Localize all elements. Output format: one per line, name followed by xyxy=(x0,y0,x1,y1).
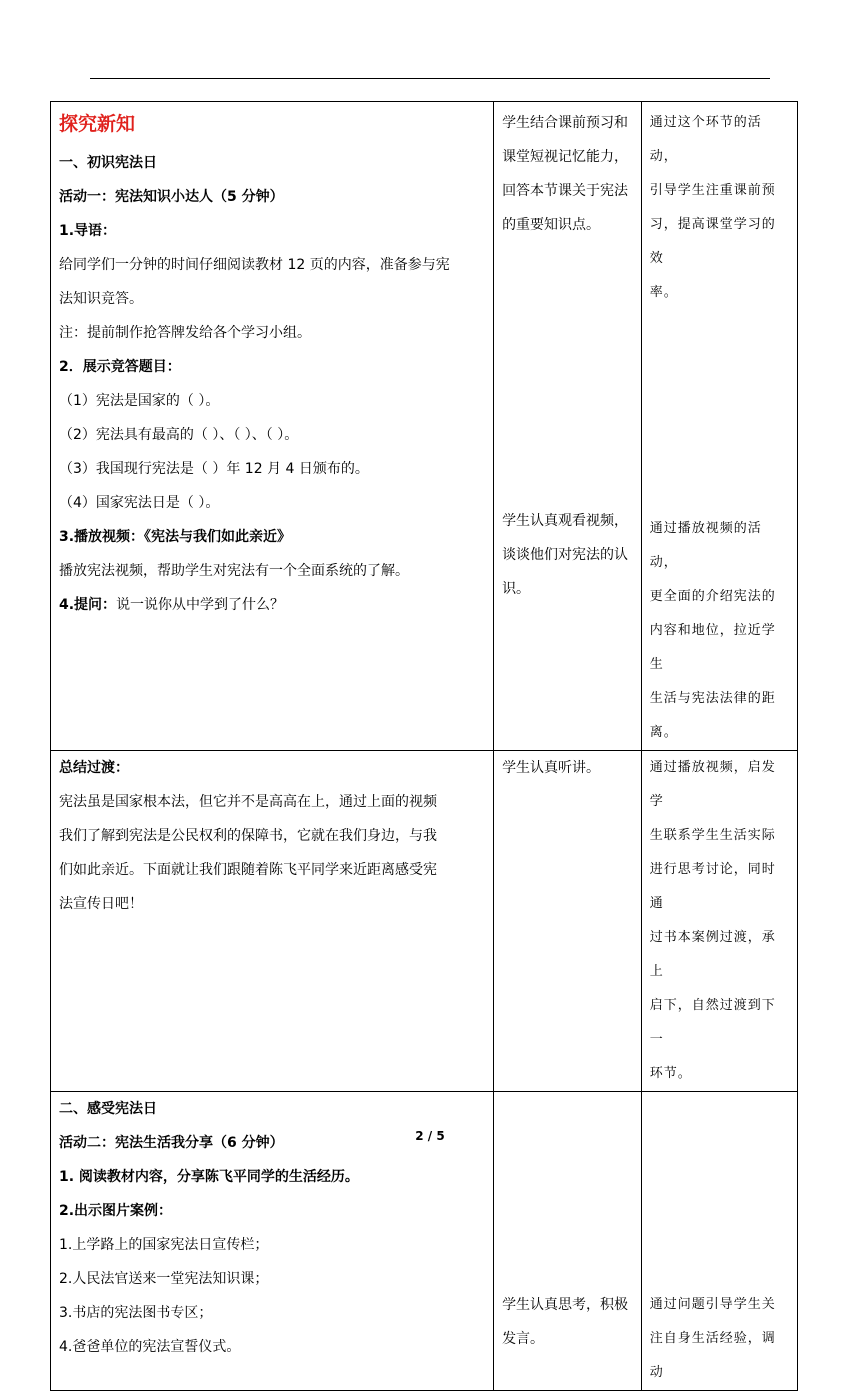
step-2-label: 2.出示图片案例： xyxy=(59,1203,173,1219)
student-text-line: 学生认真思考，积极 xyxy=(502,1297,629,1313)
student-text-line: 课堂短视记忆能力， xyxy=(502,149,629,165)
intent-text-line: 生活与宪法法律的距 xyxy=(649,691,776,706)
design-intent-cell xyxy=(641,751,797,1092)
step-3-label: 3.播放视频：《宪法与我们如此亲近》 xyxy=(59,529,292,545)
step-2-label: 2．展示竞答题目： xyxy=(59,359,181,375)
summary-line: 法宣传日吧！ xyxy=(59,896,143,912)
intent-text-line: 过书本案例过渡，承上 xyxy=(649,930,776,979)
intent-text-line: 习，提高课堂学习的效 xyxy=(649,217,776,266)
intent-text-line: 引导学生注重课前预 xyxy=(649,183,776,198)
step-1-label: 1.导语： xyxy=(59,223,117,239)
summary-line: 宪法虽是国家根本法，但它并不是高高在上，通过上面的视频 xyxy=(59,794,437,810)
table-row xyxy=(51,102,798,751)
section-title: 探究新知 xyxy=(59,113,136,135)
student-activity-cell xyxy=(494,751,642,1092)
case-item: 2.人民法官送来一堂宪法知识课； xyxy=(59,1271,269,1287)
heading-1: 一、初识宪法日 xyxy=(59,155,157,171)
intent-text-line: 注自身生活经验，调动 xyxy=(649,1331,776,1380)
teacher-activity-cell xyxy=(51,751,494,1092)
page-number: 2 / 5 xyxy=(415,1129,445,1143)
intent-text-line: 进行思考讨论，同时通 xyxy=(649,862,776,911)
student-activity-cell xyxy=(494,102,642,751)
question-4: （4）国家宪法日是（ ）。 xyxy=(59,495,220,511)
summary-line: 们如此亲近。下面就让我们跟随着陈飞平同学来近距离感受宪 xyxy=(59,862,437,878)
student-text-line: 识。 xyxy=(502,581,531,597)
intent-text-line: 通过问题引导学生关 xyxy=(649,1297,776,1312)
design-intent-cell xyxy=(641,102,797,751)
header-rule xyxy=(90,78,770,79)
intent-text-line: 率。 xyxy=(649,285,678,300)
intent-text-line: 离。 xyxy=(649,725,678,740)
student-text-line: 的重要知识点。 xyxy=(502,217,601,233)
step-1-label: 1. 阅读教材内容，分享陈飞平同学的生活经历。 xyxy=(59,1169,359,1185)
intent-text-line: 通过播放视频的活动， xyxy=(649,521,762,570)
step-4-line xyxy=(59,588,485,622)
intent-text-line: 环节。 xyxy=(649,1066,692,1081)
intro-line: 给同学们一分钟的时间仔细阅读教材 12 页的内容，准备参与宪 xyxy=(59,257,450,273)
intent-text-line: 启下，自然过渡到下一 xyxy=(649,998,776,1047)
heading-2: 二、感受宪法日 xyxy=(59,1101,157,1117)
intent-text-line: 更全面的介绍宪法的 xyxy=(649,589,776,604)
intent-text-line: 通过这个环节的活动， xyxy=(649,115,762,164)
activity-1-title: 活动一：宪法知识小达人（5 分钟） xyxy=(59,189,284,205)
question-1: （1）宪法是国家的（ ）。 xyxy=(59,393,220,409)
student-text-line: 发言。 xyxy=(502,1331,545,1347)
student-text-line: 学生认真听讲。 xyxy=(502,760,601,776)
intent-text-line: 通过播放视频，启发学 xyxy=(649,760,776,809)
student-text-line: 谈谈他们对宪法的认 xyxy=(502,547,629,563)
question-3: （3）我国现行宪法是（ ）年 12 月 4 日颁布的。 xyxy=(59,461,369,477)
step-4-text: 说一说你从中学到了什么？ xyxy=(116,597,285,613)
table-row xyxy=(51,751,798,1092)
case-item: 3.书店的宪法图书专区； xyxy=(59,1305,213,1321)
summary-heading: 总结过渡： xyxy=(59,760,129,776)
intent-text-line: 内容和地位，拉近学生 xyxy=(649,623,776,672)
intro-line: 法知识竞答。 xyxy=(59,291,143,307)
student-text-line: 学生认真观看视频， xyxy=(502,513,629,529)
note-line: 注：提前制作抢答牌发给各个学习小组。 xyxy=(59,325,311,341)
video-description: 播放宪法视频，帮助学生对宪法有一个全面系统的了解。 xyxy=(59,563,409,579)
student-text-line: 学生结合课前预习和 xyxy=(502,115,629,131)
case-item: 4.爸爸单位的宪法宣誓仪式。 xyxy=(59,1339,241,1355)
step-4-label: 4.提问： xyxy=(59,597,117,613)
teacher-activity-cell xyxy=(51,102,494,751)
activity-2-title: 活动二：宪法生活我分享（6 分钟） xyxy=(59,1135,284,1151)
question-2: （2）宪法具有最高的（ ）、（ ）、（ ）。 xyxy=(59,427,299,443)
intent-text-line: 生联系学生生活实际 xyxy=(649,828,776,843)
case-item: 1.上学路上的国家宪法日宣传栏； xyxy=(59,1237,269,1253)
lesson-plan-table xyxy=(50,101,798,1391)
summary-line: 我们了解到宪法是公民权利的保障书，它就在我们身边，与我 xyxy=(59,828,437,844)
student-text-line: 回答本节课关于宪法 xyxy=(502,183,629,199)
